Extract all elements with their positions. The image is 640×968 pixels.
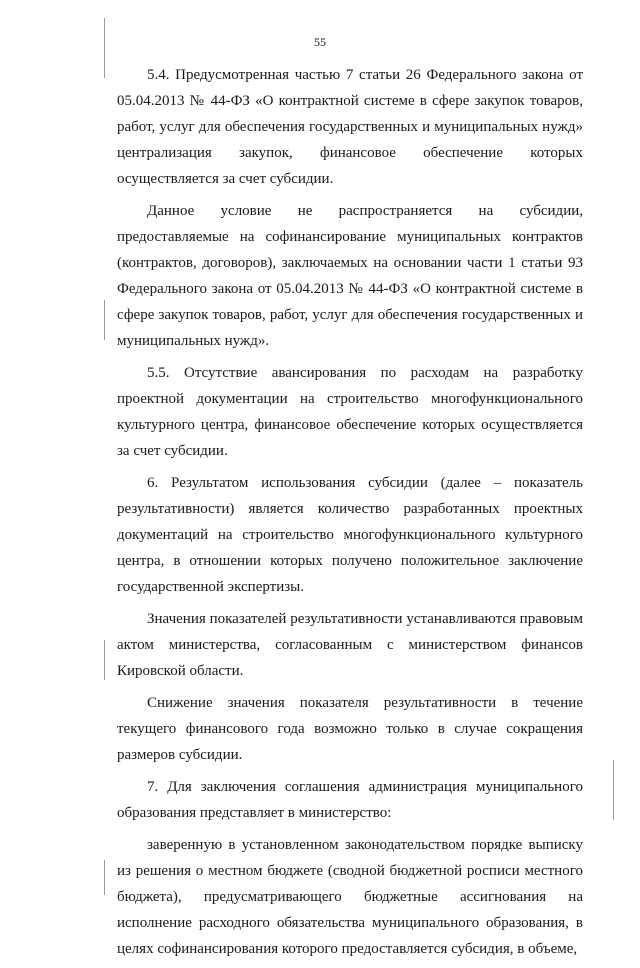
scan-margin-mark xyxy=(613,760,614,820)
paragraph-exception: Данное условие не распространяется на субсидии, предоставляемые на софинансирование муниципальных контрактов (контрактов, договоров), заключаемых на основании части 1 статьи 93 Федерального закона от 05.04.2013 № 44-ФЗ «О контрактной системе в сфере закупок товаров, работ, услуг для обеспечения государственных и муниципальных нужд». xyxy=(117,203,583,349)
page-number: 55 xyxy=(314,35,326,49)
paragraph-7: 7. Для заключения соглашения администрация муниципального образования представляет в министерство: xyxy=(117,779,583,821)
paragraph-5-5: 5.5. Отсутствие авансирования по расходам на разработку проектной документации на строительство многофункционального культурного центра, финансовое обеспечение которых осуществляется за счет субсидии. xyxy=(117,365,583,459)
paragraph-5-4: 5.4. Предусмотренная частью 7 статьи 26 Федерального закона от 05.04.2013 № 44-ФЗ «О контрактной системе в сфере закупок товаров, работ, услуг для обеспечения государственных и муниципальных нужд» централизация закупок, финансовое обеспечение которых осуществляется за счет субсидии. xyxy=(117,67,583,187)
paragraph-budget-extract: заверенную в установленном законодательством порядке выписку из решения о местном бюджете (сводной бюджетной росписи местного бюджета), предусматривающего бюджетные ассигнования на исполнение расходного обязательства муниципального образования, в целях софинансирования которого предоставляется субсидия, в объеме, xyxy=(117,837,583,957)
document-body xyxy=(117,62,583,968)
paragraph-indicator-values: Значения показателей результативности устанавливаются правовым актом министерства, согласованным с министерством финансов Кировской области. xyxy=(117,611,583,679)
paragraph-6: 6. Результатом использования субсидии (далее – показатель результативности) является количество разработанных проектных документаций на строительство многофункционального культурного центра, в отношении которых получено положительное заключение государственной экспертизы. xyxy=(117,475,583,595)
scan-margin-mark xyxy=(104,640,105,680)
scan-margin-mark xyxy=(104,300,105,340)
paragraph-indicator-reduction: Снижение значения показателя результативности в течение текущего финансового года возможно только в случае сокращения размеров субсидии. xyxy=(117,695,583,763)
scan-margin-mark xyxy=(104,860,105,895)
